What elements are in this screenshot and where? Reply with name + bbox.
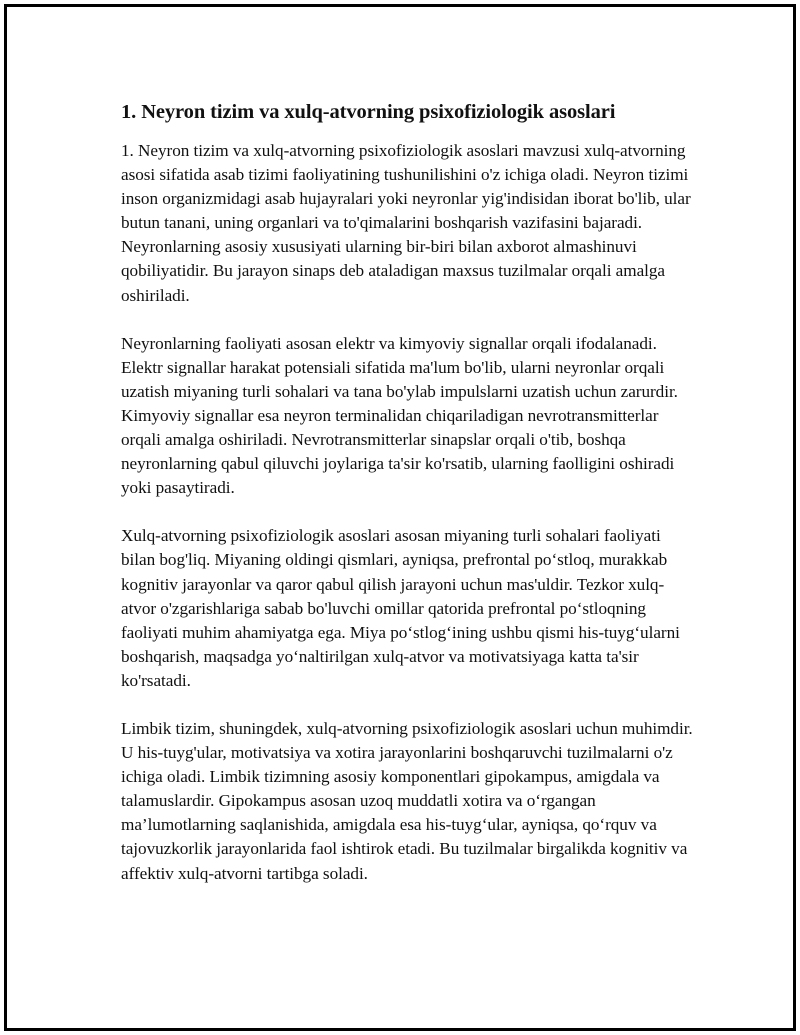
document-body — [121, 99, 693, 910]
page-frame — [4, 4, 796, 1031]
paragraph-3: Xulq-atvorning psixofiziologik asoslari asosan miyaning turli sohalari faoliyati bilan bog'liq. Miyaning oldingi qismlari, ayniqsa, prefrontal po‘stloq, murakkab kognitiv jarayonlar va qaror qabul qilish jarayoni uchun mas'uldir. Tezkor xulq-atvor o'zgarishlariga sabab bo'luvchi omillar qatorida prefrontal po‘stloqning faoliyati muhim ahamiyatga ega. Miya po‘stlog‘ining ushbu qismi his-tuyg‘ularni boshqarish, maqsadga yo‘naltirilgan xulq-atvor va motivatsiyaga katta ta'sir ko'rsatadi. — [121, 526, 680, 690]
paragraph-2: Neyronlarning faoliyati asosan elektr va kimyoviy signallar orqali ifodalanadi. Elektr signallar harakat potensiali sifatida ma'lum bo'lib, ularni neyronlar orqali uzatish miyaning turli sohalari va tana bo'ylab impulslarni uzatish uchun zarurdir. Kimyoviy signallar esa neyron terminalidan chiqariladigan nevrotransmitterlar orqali amalga oshiriladi. Nevrotransmitterlar sinapslar orqali o'tib, boshqa neyronlarning qabul qiluvchi joylariga ta'sir ko'rsatib, ularning faolligini oshiradi yoki pasaytiradi. — [121, 333, 678, 498]
document-title: 1. Neyron tizim va xulq-atvorning psixofiziologik asoslari — [121, 101, 616, 123]
paragraph-4: Limbik tizim, shuningdek, xulq-atvorning psixofiziologik asoslari uchun muhimdir. U his-tuyg'ular, motivatsiya va xotira jarayonlarini boshqaruvchi tuzilmalarni o'z ichiga oladi. Limbik tizimning asosiy komponentlari gipokampus, amigdala va talamuslardir. Gipokampus asosan uzoq muddatli xotira va o‘rgangan ma’lumotlarning saqlanishida, amigdala esa his-tuyg‘ular, ayniqsa, qo‘rquv va tajovuzkorlik jarayonlarida faol ishtirok etadi. Bu tuzilmalar birgalikda kognitiv va affektiv xulq-atvorni tartibga soladi. — [121, 718, 693, 883]
paragraph-1: 1. Neyron tizim va xulq-atvorning psixofiziologik asoslari mavzusi xulq-atvorning asosi sifatida asab tizimi faoliyatining tushunilishini o'z ichiga oladi. Neyron tizimi inson organizmidagi asab hujayralari yoki neyronlar yig'indisidan iborat bo'lib, ular butun tanani, uning organlari va to'qimalarini boshqarish vazifasini bajaradi. Neyronlarning asosiy xususiyati ularning bir-biri bilan axborot almashinuvi qobiliyatidir. Bu jarayon sinaps deb ataladigan maxsus tuzilmalar orqali amalga oshiriladi. — [121, 141, 691, 305]
